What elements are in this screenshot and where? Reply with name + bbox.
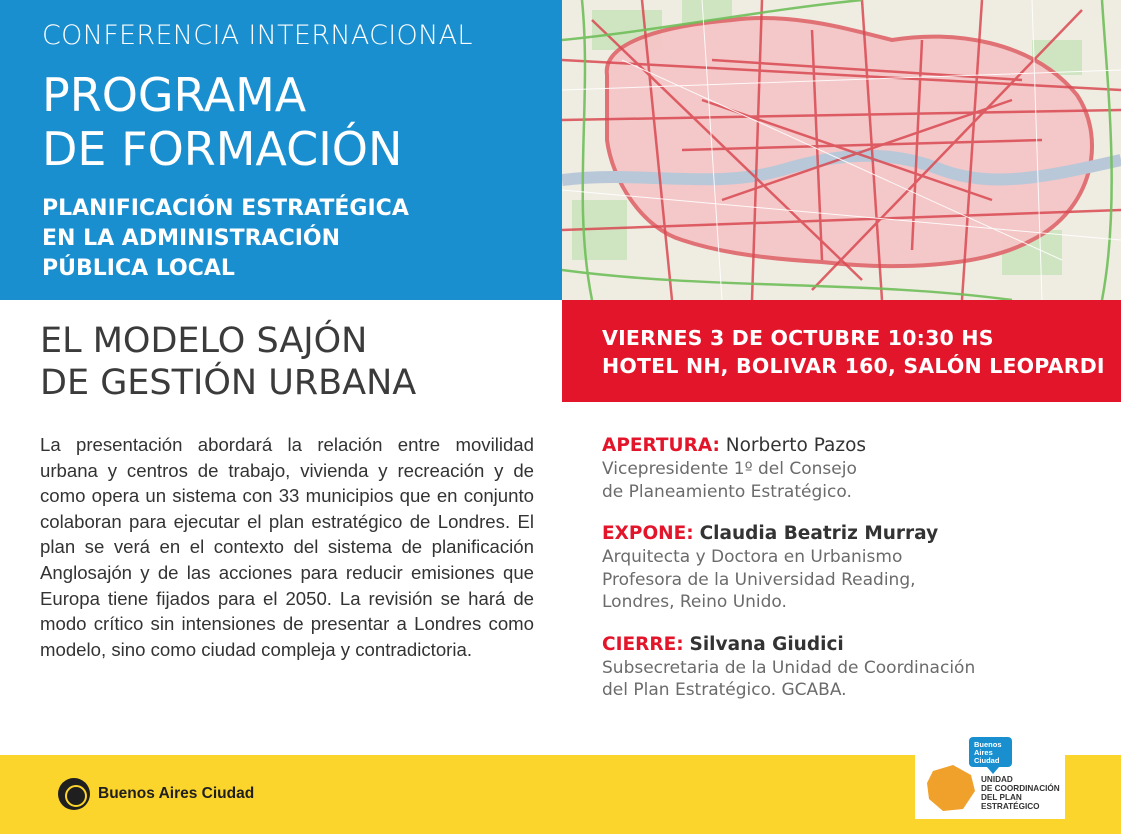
city-logo-text: Buenos Aires Ciudad	[98, 785, 255, 802]
speaker-affiliation: Londres, Reino Unido.	[602, 592, 787, 612]
speaker-main	[602, 522, 1102, 614]
speaker-name: Claudia Beatriz Murray	[699, 523, 939, 544]
unit-text	[981, 775, 1060, 811]
london-map-image	[562, 0, 1121, 300]
program-subtitle	[42, 194, 409, 284]
speaker-role: CIERRE:	[602, 633, 684, 655]
unit-text-line: UNIDAD	[981, 775, 1013, 784]
speaker-affiliation: del Plan Estratégico. GCABA.	[602, 680, 847, 700]
program-title-line1: PROGRAMA	[42, 68, 307, 122]
city-emblem-icon	[58, 778, 90, 810]
speaker-role-line	[602, 434, 1102, 458]
talk-title-line2: DE GESTIÓN URBANA	[40, 363, 417, 403]
event-venue: HOTEL NH, BOLIVAR 160, SALÓN LEOPARDI	[602, 354, 1105, 378]
speaker-role: EXPONE:	[602, 523, 694, 544]
event-info-bar	[562, 300, 1121, 402]
talk-title-line1: EL MODELO SAJÓN	[40, 321, 368, 361]
speakers-list	[602, 434, 1102, 721]
speaker-affiliation: Subsecretaria de la Unidad de Coordinación	[602, 657, 976, 678]
program-subtitle-line1: PLANIFICACIÓN ESTRATÉGICA	[42, 196, 409, 221]
talk-title	[40, 320, 416, 404]
speaker-name: Silvana Giudici	[689, 633, 844, 655]
speaker-closing	[602, 633, 1102, 702]
footer-bar	[0, 740, 1121, 834]
program-subtitle-line3: PÚBLICA LOCAL	[42, 256, 235, 281]
speaker-opening	[602, 434, 1102, 503]
speaker-affiliation: de Planeamiento Estratégico.	[602, 481, 852, 502]
badge-line: Aires	[974, 748, 993, 757]
badge-line: Buenos	[974, 740, 1002, 749]
speaker-affiliation: Profesora de la Universidad Reading,	[602, 569, 916, 590]
speaker-role-line	[602, 633, 1102, 657]
speaker-affiliation: Arquitecta y Doctora en Urbanismo	[602, 547, 903, 567]
unit-text-line: DEL PLAN	[981, 793, 1022, 802]
city-outline-icon	[923, 761, 979, 815]
speaker-role: APERTURA:	[602, 435, 720, 456]
program-title	[42, 68, 402, 176]
unit-text-line: DE COORDINACIÓN	[981, 784, 1060, 793]
conference-kicker: CONFERENCIA INTERNACIONAL	[42, 20, 473, 51]
coordination-unit-logo	[915, 740, 1065, 819]
speaker-affiliation: Vicepresidente 1º del Consejo	[602, 459, 857, 479]
speaker-role-line	[602, 522, 1102, 546]
header-block	[0, 0, 562, 300]
program-title-line2: DE FORMACIÓN	[42, 122, 403, 176]
unit-text-line: ESTRATÉGICO	[981, 802, 1040, 811]
talk-description: La presentación abordará la relación entre movilidad urbana y centros de trabajo, vivienda y recreación y de como opera un sistema con 33 municipios que en conjunto colaboran para ejecutar el plan estratégico de Londres. El plan se verá en el contexto del sistema de planificación Anglosajón y de las acciones para reducir emisiones que Europa tiene fijados para el 2050. La revisión se hará de modo crítico sin intensiones de presentar a Londres como modelo, sino como ciudad compleja y contradictoria.	[40, 434, 534, 660]
buenos-aires-city-logo	[58, 778, 254, 810]
speaker-name: Norberto Pazos	[725, 435, 867, 456]
program-subtitle-line2: EN LA ADMINISTRACIÓN	[42, 226, 341, 251]
badge-line: Ciudad	[974, 756, 1000, 765]
event-date-time: VIERNES 3 DE OCTUBRE 10:30 HS	[602, 326, 994, 350]
